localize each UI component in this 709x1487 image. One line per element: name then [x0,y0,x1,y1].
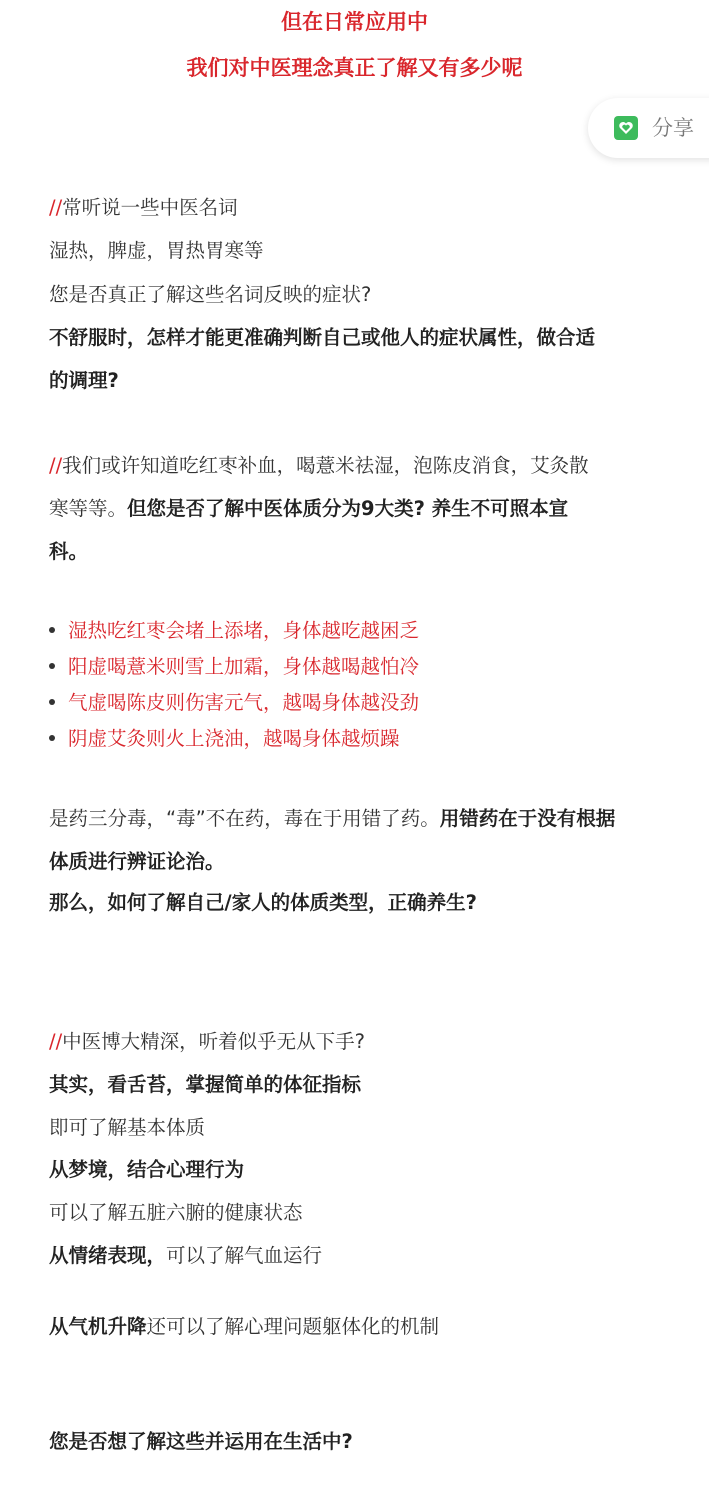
section-marker: // [49,454,63,477]
bold-paragraph-line: 体质进行辨证论治。 [49,850,225,873]
bold-paragraph-line: 科。 [49,540,89,563]
section-marker: // [49,196,63,219]
paragraph-line: 即可了解基本体质 [49,1116,206,1139]
section-marker: // [49,1030,63,1053]
paragraph-line: 可以了解五脏六腑的健康状态 [49,1201,303,1224]
bullet-dot [49,735,55,741]
list-item: 阴虚艾灸则火上浇油，越喝身体越烦躁 [49,724,400,754]
paragraph-line: 是药三分毒，“毒”不在药，毒在于用错了药。用错药在于没有根据 [49,807,616,830]
bullet-dot [49,699,55,705]
paragraph-line: //我们或许知道吃红枣补血，喝薏米祛湿，泡陈皮消食，艾灸散 [49,454,589,477]
page-title-line-2: 我们对中医理念真正了解又有多少呢 [186,56,523,80]
heart-share-icon [614,116,638,140]
list-item: 气虚喝陈皮则伤害元气，越喝身体越没劲 [49,688,419,718]
paragraph-line: //常听说一些中医名词 [49,196,238,219]
bold-paragraph-line: 不舒服时，怎样才能更准确判断自己或他人的症状属性，做合适 [49,326,596,349]
share-button[interactable] [588,98,709,158]
bold-paragraph-line: 的调理? [49,369,119,392]
list-item: 湿热吃红枣会堵上添堵，身体越吃越困乏 [49,616,419,646]
bullet-dot [49,663,55,669]
bold-paragraph-line: 那么，如何了解自己/家人的体质类型，正确养生? [49,891,477,914]
closing-question: 您是否想了解这些并运用在生活中? [49,1430,353,1453]
paragraph-line: 从气机升降还可以了解心理问题躯体化的机制 [49,1315,440,1338]
bold-paragraph-line: 从梦境，结合心理行为 [49,1158,245,1181]
page-title-line-1: 但在日常应用中 [281,10,428,34]
paragraph-line: 从情绪表现，可以了解气血运行 [49,1244,323,1267]
paragraph-line: 您是否真正了解这些名词反映的症状? [49,283,372,306]
bullet-dot [49,627,55,633]
list-item: 阳虚喝薏米则雪上加霜，身体越喝越怕冷 [49,652,419,682]
share-label: 分享 [652,116,694,140]
bold-paragraph-line: 其实，看舌苔，掌握简单的体征指标 [49,1073,362,1096]
paragraph-line: //中医博大精深，听着似乎无从下手? [49,1030,365,1053]
paragraph-line: 湿热，脾虚，胃热胃寒等 [49,239,264,262]
paragraph-line: 寒等等。但您是否了解中医体质分为9大类? 养生不可照本宣 [49,497,569,520]
